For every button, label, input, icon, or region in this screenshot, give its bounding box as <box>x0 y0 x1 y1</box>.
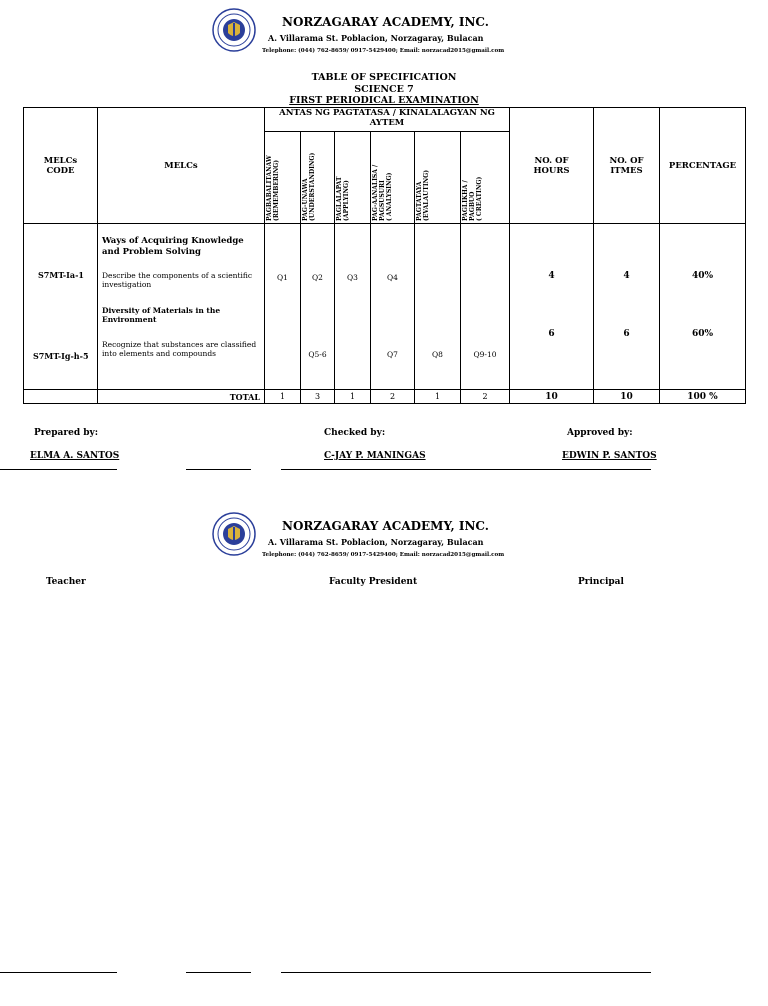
header-melcs: MELCs <box>98 108 265 224</box>
total-items: 10 <box>594 390 660 404</box>
approved-by-name: EDWIN P. SANTOS <box>562 451 657 461</box>
page-divider-line <box>0 972 117 973</box>
checked-by-name: C-JAY P. MANINGAS <box>324 451 426 461</box>
checked-by-label: Checked by: <box>324 428 386 438</box>
total-applying: 1 <box>335 390 371 404</box>
school-address: A. Villarama St. Poblacion, Norzagaray, Bulacan <box>268 537 484 547</box>
total-blank <box>24 390 98 404</box>
analysing-cell: Q4 Q7 <box>371 224 415 390</box>
total-row <box>24 390 746 404</box>
level-applying: PAGLALAPAT (APPLYING) <box>335 132 371 224</box>
melcs-topic: Diversity of Materials in the Environment <box>102 306 221 325</box>
header-percentage: PERCENTAGE <box>660 108 746 224</box>
level-creating: PAGLIKHA / PAGBUO ( CREATING) <box>461 132 510 224</box>
header-antas: ANTAS NG PAGTATASA / KINALALAGYAN NG AYTEM <box>265 108 510 132</box>
prepared-by-role: Teacher <box>46 577 86 587</box>
melcs-description: Describe the components of a scientific investigation <box>102 271 253 290</box>
melcs-code: S7MT-Ig-h-5 <box>33 351 89 361</box>
applying-cell: Q3 <box>335 224 371 390</box>
school-contact: Telephone: (044) 762-8659/ 0917-5429400; Email: norzacad2015@gmail.com <box>262 48 505 54</box>
header-melcs-code: MELCs CODE <box>24 108 98 224</box>
total-evaluating: 1 <box>415 390 461 404</box>
school-address: A. Villarama St. Poblacion, Norzagaray, Bulacan <box>268 33 484 43</box>
approved-by-label: Approved by: <box>567 428 633 438</box>
table-row <box>24 224 746 390</box>
header-items: NO. OF ITMES <box>594 108 660 224</box>
understanding-cell: Q2 Q5-6 <box>301 224 335 390</box>
evaluating-cell: Q8 <box>415 224 461 390</box>
melcs-cell <box>98 224 265 390</box>
page-divider-line <box>281 972 651 973</box>
total-hours: 10 <box>510 390 594 404</box>
remembering-cell: Q1 <box>265 224 301 390</box>
total-remembering: 1 <box>265 390 301 404</box>
doc-subject: SCIENCE 7 <box>354 84 414 95</box>
melcs-description: Recognize that substances are classified into elements and compounds <box>102 340 257 359</box>
prepared-by-name: ELMA A. SANTOS <box>30 451 120 461</box>
total-percentage: 100 % <box>660 390 746 404</box>
level-analysing: PAG-AANALISA / PAGSUSURI ( ANALYSING) <box>371 132 415 224</box>
page-divider-line <box>281 469 651 470</box>
page-divider-line <box>186 469 251 470</box>
checked-by-role: Faculty President <box>329 577 418 587</box>
header-hours: NO. OF HOURS <box>510 108 594 224</box>
percentage-cell: 40% 60% <box>660 224 746 390</box>
total-creating: 2 <box>461 390 510 404</box>
total-analysing: 2 <box>371 390 415 404</box>
total-label: TOTAL <box>98 390 265 404</box>
hours-cell: 4 6 <box>510 224 594 390</box>
total-understanding: 3 <box>301 390 335 404</box>
school-seal-logo <box>212 8 256 52</box>
school-seal-logo <box>212 512 256 556</box>
melcs-code: S7MT-Ia-1 <box>38 270 84 280</box>
approved-by-role: Principal <box>578 577 624 587</box>
items-cell: 4 6 <box>594 224 660 390</box>
school-name: NORZAGARAY ACADEMY, INC. <box>282 15 489 29</box>
school-name: NORZAGARAY ACADEMY, INC. <box>282 519 489 533</box>
school-contact: Telephone: (044) 762-8659/ 0917-5429400; Email: norzacad2015@gmail.com <box>262 552 505 558</box>
level-understanding: PAG-UNAWA (UNDERSTANDING) <box>301 132 335 224</box>
doc-title: TABLE OF SPECIFICATION <box>311 72 457 83</box>
prepared-by-label: Prepared by: <box>34 428 99 438</box>
level-remembering: PAGBABALITANAW (REMEMBERING) <box>265 132 301 224</box>
page-divider-line <box>186 972 251 973</box>
level-evaluating: PAGTATAYA (EVALAUTING) <box>415 132 461 224</box>
specification-table <box>23 107 746 404</box>
page-divider-line <box>0 469 117 470</box>
doc-exam: FIRST PERIODICAL EXAMINATION <box>289 95 479 106</box>
melcs-code-cell <box>24 224 98 390</box>
creating-cell: Q9-10 <box>461 224 510 390</box>
melcs-topic: Ways of Acquiring Knowledge and Problem Solving <box>102 236 244 257</box>
